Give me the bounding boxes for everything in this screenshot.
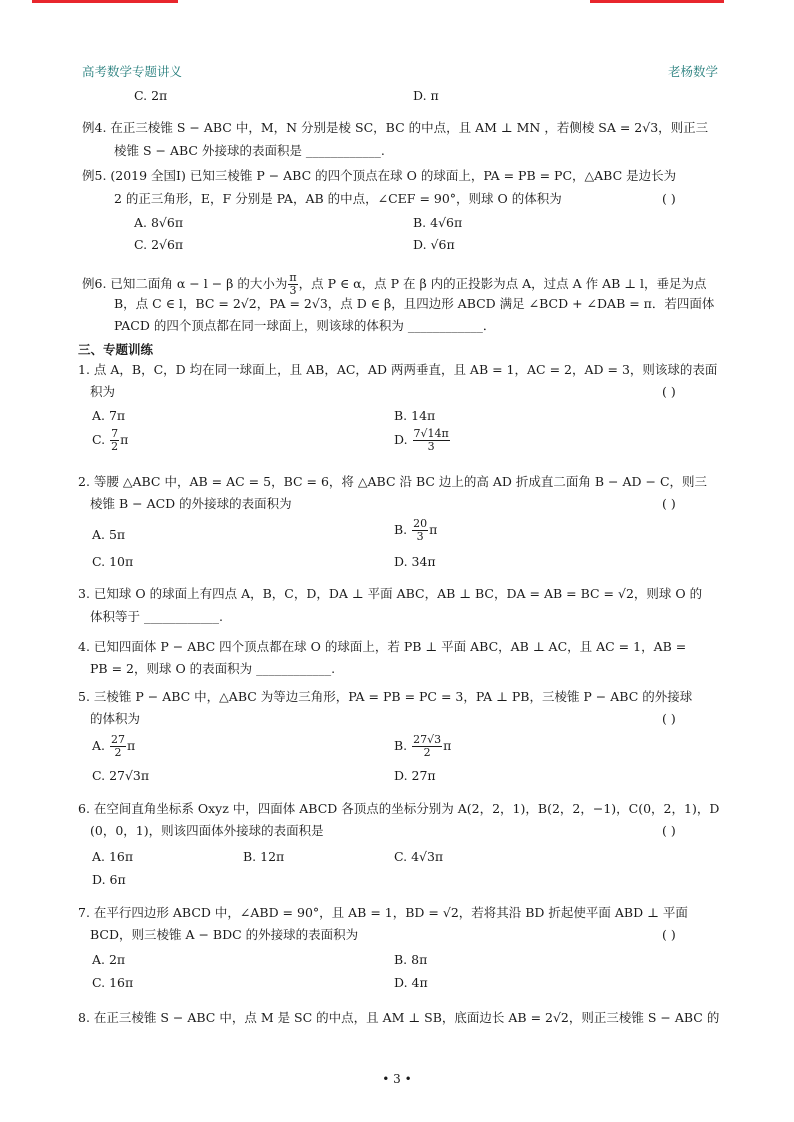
answer-paren: ( ) xyxy=(662,384,676,399)
option-c: C. 2√6π xyxy=(134,237,184,252)
header-title: 高考数学专题讲义 xyxy=(82,64,183,79)
option-d: D. √6π xyxy=(413,237,455,252)
example-6-line-1 xyxy=(82,272,707,297)
text-part: π xyxy=(443,738,452,753)
option-b: B. 14π xyxy=(394,408,436,423)
question-7-line-2: BCD，则三棱锥 A − BDC 的外接球的表面积为 xyxy=(90,927,359,942)
question-6-line-1: 6. 在空间直角坐标系 Oxyz 中，四面体 ABCD 各顶点的坐标分别为 A(2，2，1)，B(2，2，−1)，C(0，2，1)，D xyxy=(78,801,720,816)
question-4-line-2: PB = 2，则球 O 的表面积为 ____________. xyxy=(90,661,336,676)
option-b: B. 4√6π xyxy=(413,215,463,230)
option-a: A. 16π xyxy=(92,849,134,864)
question-5-line-1: 5. 三棱锥 P − ABC 中，△ABC 为等边三角形，PA = PB = PC = 3，PA ⊥ PB，三棱锥 P − ABC 的外接球 xyxy=(78,689,693,704)
answer-paren: ( ) xyxy=(662,711,676,726)
denominator: 3 xyxy=(416,530,424,543)
fraction xyxy=(412,734,442,759)
question-2-line-1: 2. 等腰 △ABC 中，AB = AC = 5，BC = 6，将 △ABC 沿 BC 边上的高 AD 折成直二面角 B − AD − C，则三 xyxy=(78,474,708,489)
text-part: 例6. 已知二面角 α − l − β 的大小为 xyxy=(82,276,288,291)
question-6-line-2: (0，0，1)，则该四面体外接球的表面积是 xyxy=(90,823,324,838)
option-b xyxy=(394,518,437,543)
answer-paren: ( ) xyxy=(662,823,676,838)
option-c xyxy=(92,428,128,453)
example-6-line-2: B，点 C ∈ l，BC = 2√2，PA = 2√3，点 D ∈ β，且四边形 ABCD 满足 ∠BCD + ∠DAB = π．若四面体 xyxy=(114,296,715,311)
option-d: D. 34π xyxy=(394,554,436,569)
numerator: 20 xyxy=(413,517,428,530)
example-4-line-1: 例4. 在正三棱锥 S − ABC 中，M，N 分别是棱 SC，BC 的中点，且 AM ⊥ MN ，若侧棱 SA = 2√3，则正三 xyxy=(82,120,709,135)
example-6-line-3: PACD 的四个顶点都在同一球面上，则该球的体积为 ____________． xyxy=(114,318,496,333)
fraction xyxy=(288,272,297,297)
option-d: D. 6π xyxy=(92,872,126,887)
numerator: 27 xyxy=(111,733,125,746)
numerator: π xyxy=(289,271,297,284)
option-label: B. xyxy=(394,522,408,537)
option-b: B. 8π xyxy=(394,952,428,967)
top-accent-bar-left xyxy=(32,0,178,3)
section-heading: 三、专题训练 xyxy=(78,342,154,357)
option-c: C. 4√3π xyxy=(394,849,444,864)
fraction xyxy=(412,518,428,543)
option-a: A. 7π xyxy=(92,408,126,423)
denominator: 3 xyxy=(427,440,435,453)
question-8-line-1: 8. 在正三棱锥 S − ABC 中，点 M 是 SC 的中点，且 AM ⊥ SB，底面边长 AB = 2√2，则正三棱锥 S − ABC 的 xyxy=(78,1010,720,1025)
denominator: 3 xyxy=(289,284,297,297)
denominator: 2 xyxy=(111,440,119,453)
text-part: π xyxy=(429,522,438,537)
answer-paren: ( ) xyxy=(662,927,676,942)
text-part: π xyxy=(120,432,129,447)
option-label: C. xyxy=(92,432,106,447)
option-d: D. 4π xyxy=(394,975,428,990)
question-2-line-2: 棱锥 B − ACD 的外接球的表面积为 xyxy=(90,496,292,511)
option-c: C. 10π xyxy=(92,554,134,569)
option-label: B. xyxy=(394,738,408,753)
numerator: 27√3 xyxy=(413,733,442,746)
option-a: A. 8√6π xyxy=(134,215,184,230)
fraction xyxy=(110,734,126,759)
example-4-line-2: 棱锥 S − ABC 外接球的表面积是 ____________. xyxy=(114,143,385,158)
numerator: 7√14π xyxy=(413,427,449,440)
question-1-line-1: 1. 点 A，B，C，D 均在同一球面上，且 AB，AC，AD 两两垂直，且 AB = 1，AC = 2，AD = 3，则该球的表面 xyxy=(78,362,718,377)
option-a: A. 2π xyxy=(92,952,126,967)
answer-paren: ( ) xyxy=(662,191,676,206)
option-d-prev: D. π xyxy=(413,88,439,103)
question-5-line-2: 的体积为 xyxy=(90,711,141,726)
option-d xyxy=(394,428,451,453)
text-part: ，点 P ∈ α，点 P 在 β 内的正投影为点 A，过点 A 作 AB ⊥ l，垂足为点 xyxy=(298,276,707,291)
numerator: 7 xyxy=(111,427,119,440)
option-d: D. 27π xyxy=(394,768,436,783)
text-part: π xyxy=(127,738,136,753)
option-c: C. 16π xyxy=(92,975,134,990)
denominator: 2 xyxy=(114,746,122,759)
example-5-line-2: 2 的正三角形，E，F 分别是 PA，AB 的中点，∠CEF = 90°，则球 O 的体积为 xyxy=(114,191,562,206)
question-7-line-1: 7. 在平行四边形 ABCD 中，∠ABD = 90°，且 AB = 1，BD = √2，若将其沿 BD 折起使平面 ABD ⊥ 平面 xyxy=(78,905,688,920)
page-number: • 3 • xyxy=(382,1072,412,1086)
question-1-line-2: 积为 xyxy=(90,384,116,399)
question-3-line-1: 3. 已知球 O 的球面上有四点 A，B，C，D，DA ⊥ 平面 ABC，AB ⊥ BC，DA = AB = BC = √2，则球 O 的 xyxy=(78,586,703,601)
top-accent-bar-right xyxy=(590,0,724,3)
question-4-line-1: 4. 已知四面体 P − ABC 四个顶点都在球 O 的球面上，若 PB ⊥ 平面 ABC，AB ⊥ AC，且 AC = 1，AB = xyxy=(78,639,687,654)
example-5-line-1: 例5. (2019 全国Ⅰ) 已知三棱锥 P − ABC 的四个顶点在球 O 的球面上，PA = PB = PC，△ABC 是边长为 xyxy=(82,168,677,183)
header-author: 老杨数学 xyxy=(667,64,718,79)
option-label: A. xyxy=(92,738,106,753)
fraction xyxy=(110,428,119,453)
option-c-prev: C. 2π xyxy=(134,88,168,103)
denominator: 2 xyxy=(423,746,431,759)
option-b xyxy=(394,734,451,759)
answer-paren: ( ) xyxy=(662,496,676,511)
option-a: A. 5π xyxy=(92,527,126,542)
option-b: B. 12π xyxy=(243,849,285,864)
option-label: D. xyxy=(394,432,408,447)
fraction xyxy=(413,428,450,453)
option-a xyxy=(92,734,135,759)
question-3-line-2: 体积等于 ____________. xyxy=(90,609,223,624)
option-c: C. 27√3π xyxy=(92,768,150,783)
